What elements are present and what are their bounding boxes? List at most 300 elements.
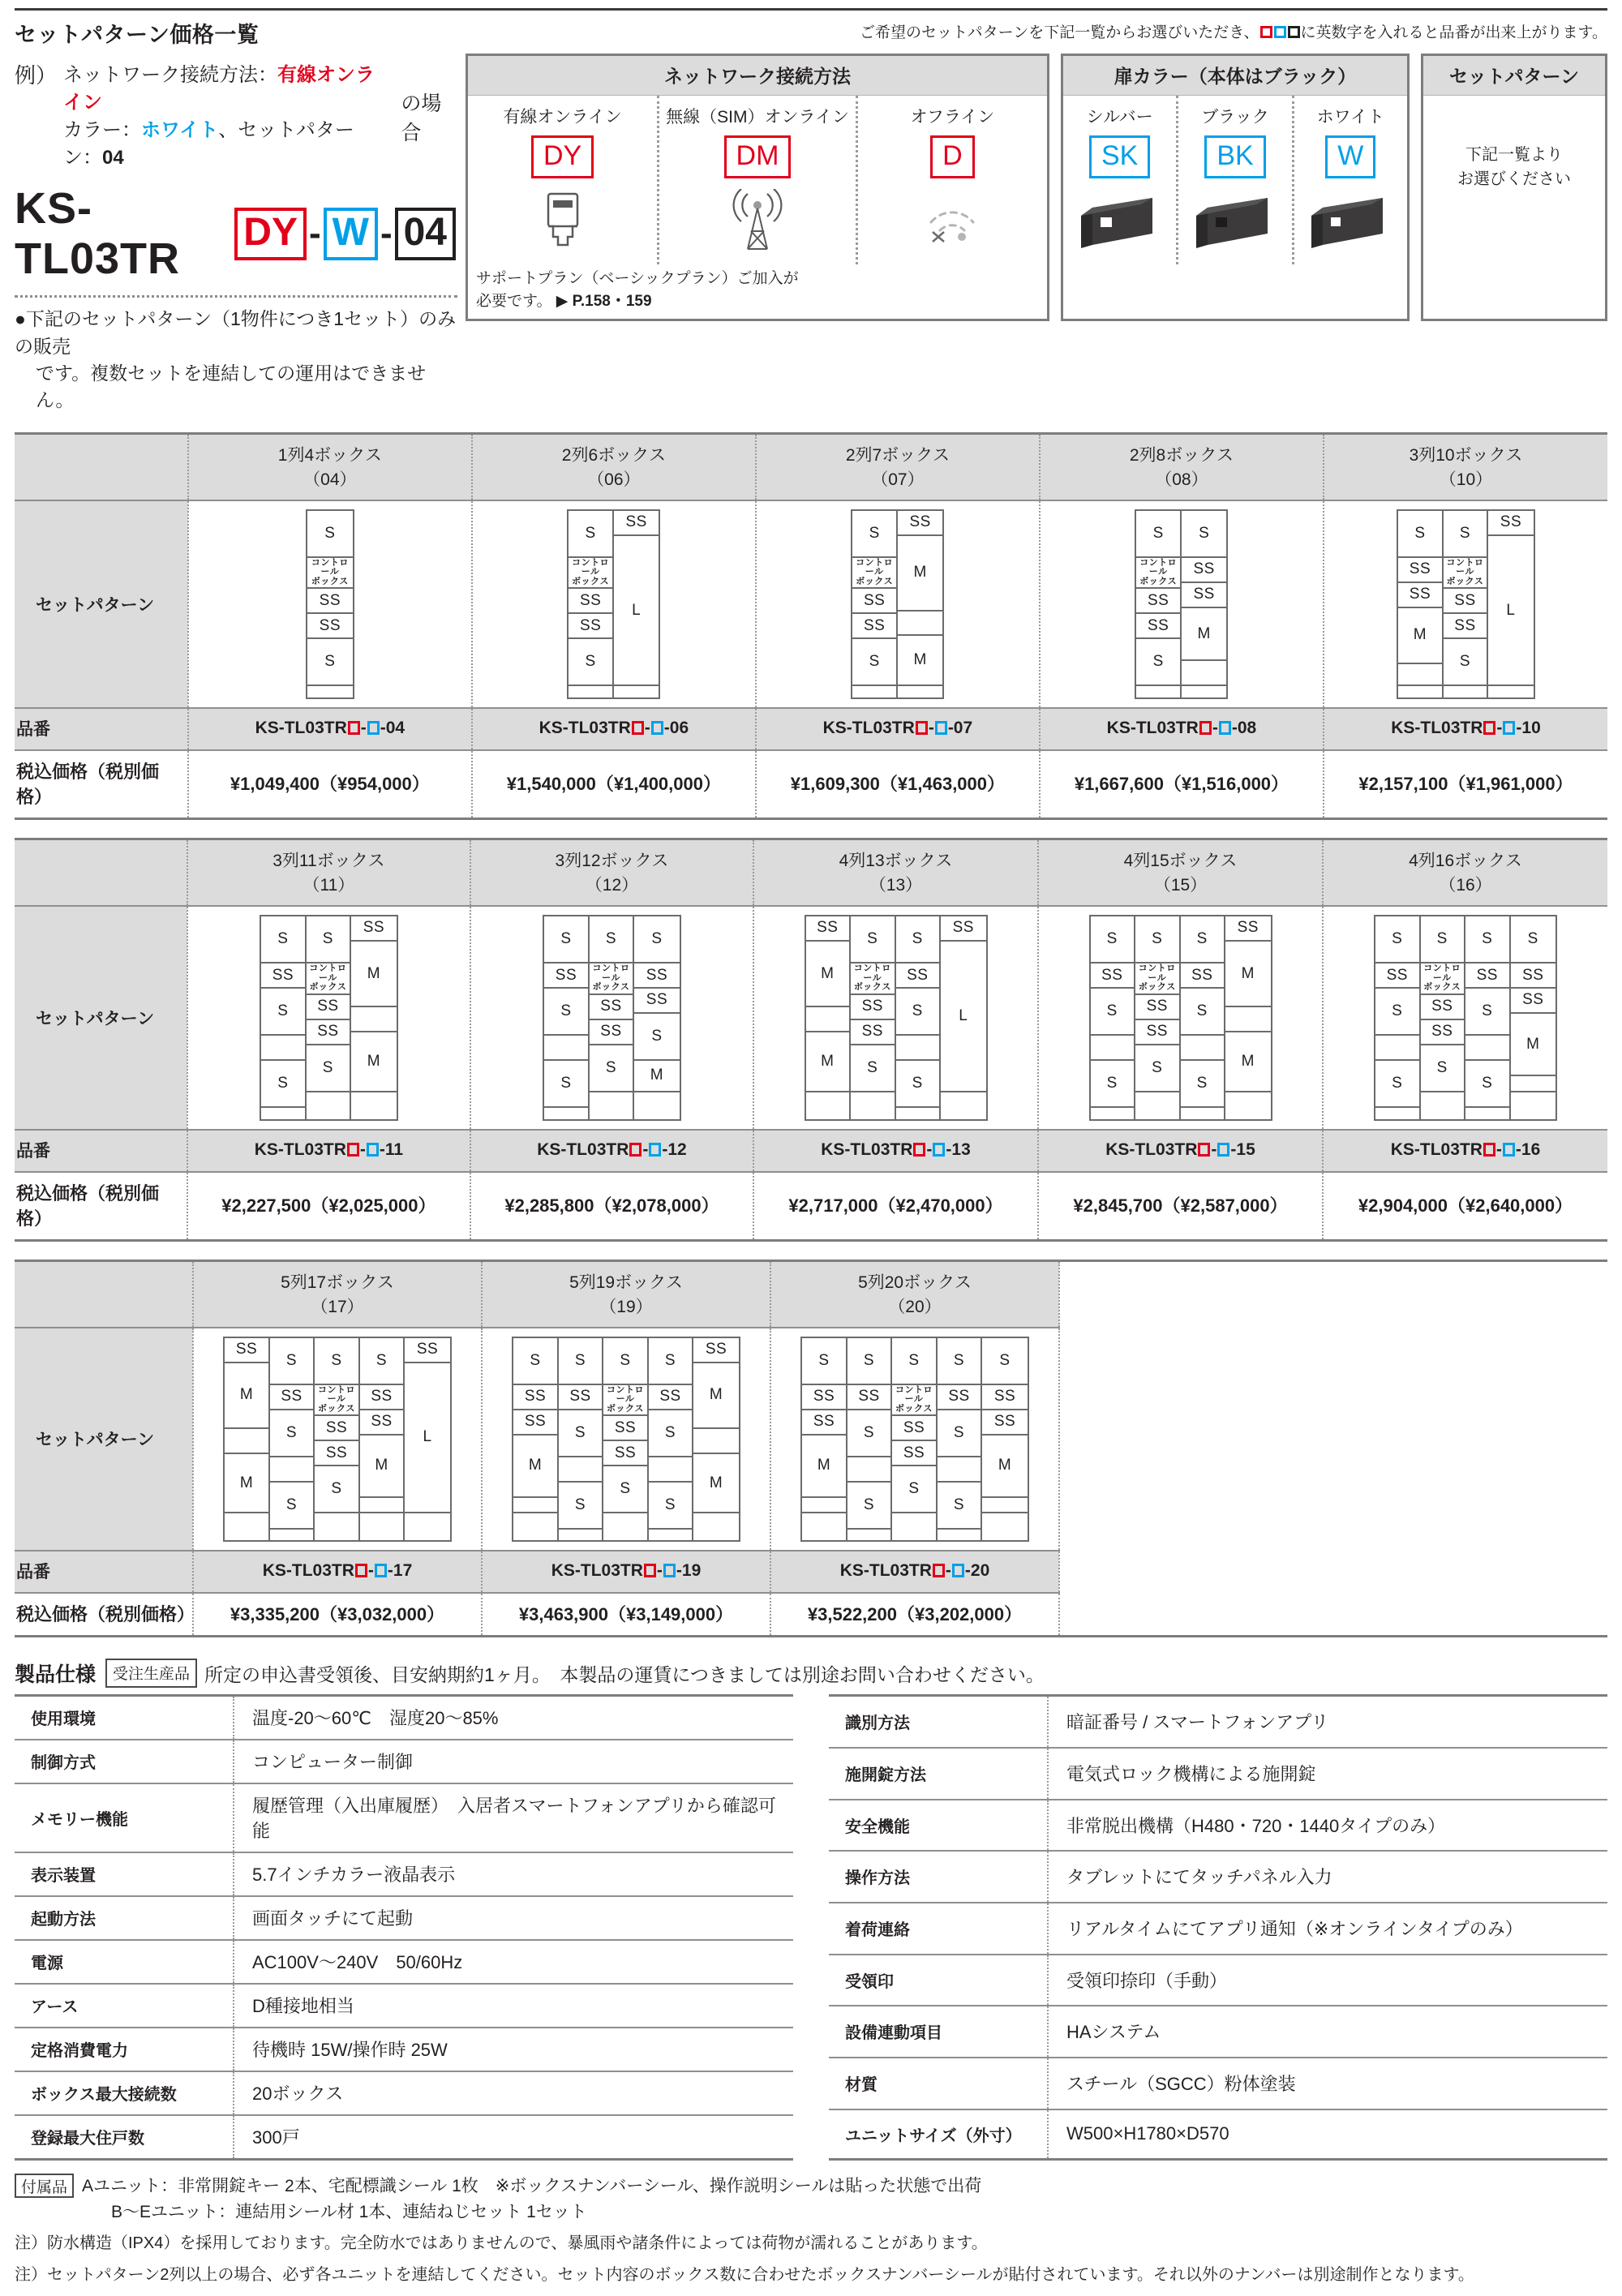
spec-value: コンピューター制御 (234, 1740, 793, 1783)
box-column (1465, 916, 1511, 1119)
box-cell-s: S (603, 1466, 647, 1513)
part-number-cell (753, 1130, 1038, 1172)
door-color-white-label: ホワイト (1316, 108, 1384, 127)
box-cell-s: S (851, 916, 895, 963)
control-box-cell: コントロール ボックス (1135, 963, 1179, 995)
base-cell (315, 1513, 358, 1525)
empty-part-number-cell (1059, 1551, 1350, 1593)
box-cell-s: S (569, 639, 612, 686)
box-cell-m: M (806, 1032, 850, 1092)
box-cell-ss: SS (1444, 614, 1487, 639)
part-number-cell (472, 708, 756, 750)
base-cell (261, 1036, 305, 1061)
box-column (1488, 511, 1534, 697)
box-cell-ss: SS (351, 916, 397, 942)
box-column (225, 1338, 270, 1541)
pattern-number: （13） (869, 875, 923, 895)
box-cell-s: S (270, 1483, 314, 1530)
part-number-cell (1323, 1130, 1607, 1172)
accessory-body (82, 2174, 981, 2225)
box-cell-s: S (1465, 989, 1509, 1036)
base-cell (982, 1513, 1028, 1525)
box-layout-diagram (800, 1337, 1029, 1543)
network-panel-body (468, 96, 1047, 264)
example-color-value: ホワイト (141, 119, 219, 142)
box-cell-m: M (225, 1363, 268, 1429)
box-column (307, 511, 353, 697)
network-panel-title: ネットワーク接続方法 (468, 56, 1047, 96)
spec-tables (15, 1694, 1607, 2161)
control-box-cell: コントロール ボックス (315, 1385, 358, 1417)
color-code-placeholder-icon (933, 1143, 945, 1157)
spec-row (15, 1783, 793, 1852)
box-column (360, 1338, 406, 1541)
box-cell-s: S (270, 1410, 314, 1457)
spec-heading: 製品仕様 (15, 1663, 97, 1687)
box-column (693, 1338, 739, 1541)
spec-key: 登録最大住戸数 (15, 2115, 234, 2160)
box-column (802, 1338, 847, 1541)
example-block (15, 62, 457, 172)
spec-row (15, 2028, 793, 2071)
pattern-number: （17） (311, 1297, 364, 1316)
color-code-placeholder-icon (1503, 721, 1515, 735)
box-cell-ss: SS (938, 1385, 981, 1410)
accessory-line2: B〜Eユニット：連結用シール材 1本、連結ねじセット 1セット (111, 2202, 587, 2221)
base-cell (1181, 1036, 1225, 1061)
spec-value: 温度-20〜60℃ 湿度20〜85% (252, 1708, 499, 1729)
pattern-diagram-cell (1323, 906, 1607, 1130)
box-column (544, 916, 590, 1119)
box-cell-ss: SS (360, 1410, 404, 1436)
network-code-placeholder-icon (1483, 1143, 1495, 1157)
network-code-placeholder-icon (1483, 721, 1495, 735)
box-column (270, 1338, 315, 1541)
box-column (1181, 916, 1226, 1119)
base-cell (513, 1498, 557, 1513)
network-option-wireless[interactable] (657, 96, 856, 264)
spec-row (829, 1800, 1607, 1852)
box-column (938, 1338, 983, 1541)
spec-key: 表示装置 (15, 1852, 234, 1896)
spec-value: 待機時 15W/操作時 25W (234, 2028, 793, 2071)
white-door-swatch (1301, 183, 1401, 258)
box-cell-ss: SS (569, 614, 612, 639)
row-label-set-pattern: セットパターン (15, 906, 187, 1130)
door-color-silver-label: シルバー (1086, 108, 1153, 127)
box-cell-s: S (852, 511, 896, 558)
base-cell (982, 1498, 1028, 1513)
base-cell (898, 612, 943, 637)
door-color-panel-body (1063, 96, 1407, 264)
base-cell (1444, 686, 1487, 697)
base-cell (351, 1007, 397, 1032)
box-cell-ss: SS (315, 1441, 358, 1466)
spec-key: 定格消費電力 (15, 2028, 234, 2071)
box-cell-s: S (1398, 511, 1442, 558)
box-cell-s: S (544, 916, 588, 963)
box-cell-m: M (225, 1454, 268, 1514)
box-column (941, 916, 986, 1119)
box-cell-ss: SS (1511, 989, 1556, 1014)
box-cell-s: S (896, 916, 940, 963)
network-option-wireless-label: 無線（SIM）オンライン (666, 108, 849, 127)
box-cell-l: L (614, 536, 659, 687)
box-cell-s: S (307, 916, 350, 963)
part-number-text: KS-TL03TR - -19 (551, 1561, 702, 1581)
box-cell-ss: SS (806, 916, 850, 942)
box-column (1511, 916, 1556, 1119)
spec-key: 制御方式 (15, 1740, 234, 1783)
base-cell (1182, 686, 1227, 697)
box-cell-ss: SS (802, 1410, 846, 1436)
pattern-diagram-cell (756, 500, 1040, 708)
box-cell-ss: SS (1135, 995, 1179, 1020)
price-cell: ¥3,463,900（¥3,149,000） (482, 1593, 770, 1637)
pattern-diagram-cell (753, 906, 1038, 1130)
network-code-placeholder-icon (933, 1564, 945, 1577)
box-layout-diagram (1089, 915, 1272, 1121)
box-cell-s: S (1136, 639, 1180, 686)
base-cell (806, 1007, 850, 1032)
box-cell-ss: SS (307, 614, 353, 639)
color-code-placeholder-icon (367, 721, 380, 735)
lead-instruction-before: ご希望のセットパターンを下記一覧からお選びいただき、 (860, 24, 1259, 41)
spec-value: D種接地相当 (234, 1984, 793, 2028)
price-cell: ¥2,157,100（¥1,961,000） (1324, 750, 1607, 819)
control-box-cell: コントロール ボックス (1444, 558, 1487, 590)
empty-price-cell (1059, 1593, 1350, 1637)
made-to-order-badge: 受注生産品 (105, 1659, 197, 1688)
pattern-diagram-cell (193, 1328, 482, 1551)
base-cell (847, 1530, 891, 1541)
pattern-number: （19） (599, 1297, 653, 1316)
footnote-1: 注）防水構造（IPX4）を採用しております。完全防水ではありませんので、暴風雨や諸条件によっては荷物が濡れることがあります。 (15, 2234, 988, 2253)
door-color-option-white[interactable] (1292, 96, 1407, 264)
box-cell-ss: SS (590, 995, 633, 1020)
door-color-option-black[interactable] (1176, 96, 1291, 264)
part-number-row (15, 1130, 1607, 1172)
spec-key: ユニットサイズ（外寸） (829, 2109, 1048, 2160)
empty-header-cell (1350, 1260, 1607, 1328)
pattern-title: 1列4ボックス (277, 445, 382, 465)
box-cell-ss: SS (1091, 963, 1135, 989)
box-cell-ss: SS (315, 1416, 358, 1441)
part-number-text: KS-TL03TR - -15 (1105, 1139, 1255, 1159)
example-network-value: 有線オンライン (63, 64, 375, 114)
control-box-cell: コントロール ボックス (569, 558, 612, 590)
color-code-placeholder-icon (935, 721, 947, 735)
color-code-placeholder-icon (1503, 1143, 1515, 1157)
pattern-diagram-row (15, 906, 1607, 1130)
box-layout-diagram (306, 509, 354, 699)
network-code-placeholder-icon (347, 1143, 359, 1157)
box-cell-s: S (1135, 1045, 1179, 1092)
box-cell-ss: SS (307, 995, 350, 1020)
pattern-diagram-cell (188, 500, 472, 708)
row-label-price: 税込価格（税別価格） (15, 1172, 187, 1241)
box-column (261, 916, 307, 1119)
box-cell-s: S (544, 1061, 588, 1108)
base-cell (1398, 664, 1442, 686)
sales-note-line1: ●下記のセットパターン（1物件につき1セット）のみの販売 (15, 308, 457, 357)
box-cell-ss: SS (559, 1385, 603, 1410)
base-cell (693, 1513, 739, 1525)
network-method-panel (466, 54, 1049, 321)
base-cell (649, 1457, 693, 1483)
network-option-wired-code: DY (531, 135, 594, 178)
box-cell-m: M (1225, 1032, 1271, 1092)
box-cell-ss: SS (693, 1338, 739, 1363)
spec-row (829, 1955, 1607, 2006)
box-cell-l: L (941, 942, 986, 1092)
spec-key: 安全機能 (829, 1800, 1048, 1852)
color-code-placeholder-icon (651, 721, 663, 735)
pattern-column-header (188, 433, 472, 500)
spec-value: スチール（SGCC）粉体塗装 (1048, 2058, 1607, 2109)
black-door-swatch (1185, 183, 1285, 258)
box-cell-m: M (1182, 608, 1227, 662)
base-cell (1225, 1092, 1271, 1104)
model-dash-2: - (380, 213, 393, 254)
price-cell: ¥1,540,000（¥1,400,000） (472, 750, 756, 819)
network-code-placeholder-icon (913, 1143, 925, 1157)
box-cell-s: S (307, 639, 353, 686)
box-layout-diagram (260, 915, 398, 1121)
lan-port-icon (474, 183, 650, 258)
pattern-title: 5列17ボックス (281, 1272, 394, 1292)
spec-key: アース (15, 1984, 234, 2028)
box-cell-ss: SS (851, 1020, 895, 1045)
spec-key: 起動方法 (15, 1896, 234, 1940)
price-cell: ¥1,609,300（¥1,463,000） (756, 750, 1040, 819)
box-cell-s: S (649, 1338, 693, 1385)
base-cell (307, 1092, 350, 1104)
box-cell-ss: SS (569, 589, 612, 614)
base-cell (1465, 1108, 1509, 1119)
base-cell (270, 1457, 314, 1483)
part-number-cell (1038, 1130, 1323, 1172)
pattern-number: （11） (303, 875, 355, 895)
pattern-column-header (472, 433, 756, 500)
pattern-title: 5列20ボックス (858, 1272, 972, 1292)
box-cell-ss: SS (307, 1020, 350, 1045)
base-cell (1398, 686, 1442, 697)
box-column (351, 916, 397, 1119)
box-column (1375, 916, 1421, 1119)
box-cell-s: S (896, 1061, 940, 1108)
part-number-cell (188, 708, 472, 750)
box-column (315, 1338, 360, 1541)
pattern-diagram-cell (1040, 500, 1324, 708)
base-cell (544, 1036, 588, 1061)
black-code-placeholder-icon (1288, 26, 1300, 38)
base-cell (898, 686, 943, 697)
box-column (307, 916, 352, 1119)
box-column (896, 916, 942, 1119)
color-code-placeholder-icon (952, 1564, 964, 1577)
box-cell-s: S (852, 639, 896, 686)
spec-key: 使用環境 (15, 1696, 234, 1740)
part-number-text: KS-TL03TR - -12 (537, 1139, 687, 1159)
network-option-offline[interactable] (856, 96, 1047, 264)
network-option-offline-label: オフライン (910, 108, 995, 127)
box-cell-s: S (569, 511, 612, 558)
box-cell-s: S (1181, 1061, 1225, 1108)
set-pattern-panel-body (1423, 96, 1605, 224)
box-column (1182, 511, 1227, 697)
base-cell (513, 1513, 557, 1525)
network-code-placeholder-icon (1198, 1143, 1210, 1157)
spec-key: 着荷連絡 (829, 1903, 1048, 1955)
box-cell-s: S (1375, 916, 1419, 963)
price-row (15, 750, 1607, 819)
control-box-cell: コントロール ボックス (603, 1385, 647, 1417)
part-number-cell (770, 1551, 1059, 1593)
base-cell (614, 686, 659, 697)
box-layout-diagram (1374, 915, 1557, 1121)
box-cell-ss: SS (982, 1385, 1028, 1410)
base-cell (559, 1457, 603, 1483)
pattern-tables (15, 432, 1607, 1638)
box-cell-ss: SS (513, 1410, 557, 1436)
base-cell (1091, 1108, 1135, 1119)
box-cell-ss: SS (847, 1385, 891, 1410)
part-number-text: KS-TL03TR - -17 (262, 1561, 413, 1581)
spec-value: 非常脱出機構（H480・720・1440タイプのみ） (1048, 1800, 1607, 1852)
spec-value: 5.7インチカラー液晶表示 (234, 1852, 793, 1896)
box-cell-s: S (559, 1410, 603, 1457)
box-cell-ss: SS (1465, 963, 1509, 989)
pattern-title: 5列19ボックス (569, 1272, 683, 1292)
empty-diagram-cell (1350, 1328, 1607, 1551)
box-column (1444, 511, 1489, 697)
network-option-wired-label: 有線オンライン (503, 108, 622, 127)
page-title: セットパターン価格一覧 (15, 23, 260, 47)
box-cell-s: S (896, 989, 940, 1036)
box-cell-s: S (851, 1045, 895, 1092)
spec-row (829, 1903, 1607, 1955)
box-cell-s: S (938, 1410, 981, 1457)
box-cell-s: S (634, 1014, 680, 1061)
base-cell (802, 1498, 846, 1513)
box-layout-diagram (223, 1337, 452, 1543)
pattern-column-header (756, 433, 1040, 500)
box-column (982, 1338, 1028, 1541)
pattern-number: （08） (1155, 470, 1208, 489)
price-cell: ¥2,285,800（¥2,078,000） (470, 1172, 753, 1241)
box-cell-s: S (603, 1338, 647, 1385)
color-code-placeholder-icon (375, 1564, 387, 1577)
option-panels (466, 54, 1607, 321)
box-cell-ss: SS (1136, 589, 1180, 614)
model-dash-1: - (308, 213, 321, 254)
pattern-title: 2列7ボックス (845, 445, 950, 465)
color-code-placeholder-icon (663, 1564, 676, 1577)
base-cell (1511, 1092, 1556, 1104)
box-cell-ss: SS (1398, 583, 1442, 608)
part-number-row (15, 708, 1607, 750)
box-cell-s: S (892, 1466, 936, 1513)
box-cell-m: M (982, 1436, 1028, 1498)
box-cell-s: S (1444, 511, 1487, 558)
box-cell-ss: SS (1182, 558, 1227, 583)
pattern-price-table (15, 838, 1607, 1242)
box-cell-s: S (261, 916, 305, 963)
spec-heading-row (15, 1659, 1607, 1688)
pattern-diagram-cell (187, 906, 470, 1130)
pattern-diagram-row (15, 500, 1607, 708)
box-cell-ss: SS (1181, 963, 1225, 989)
pattern-price-table (15, 432, 1607, 820)
base-cell (1421, 1092, 1465, 1104)
box-cell-s: S (1465, 916, 1509, 963)
example-network-label: ネットワーク接続方法： (63, 64, 278, 86)
part-number-cell (1324, 708, 1607, 750)
header-right (466, 17, 1607, 321)
box-cell-s: S (802, 1338, 846, 1385)
price-cell: ¥1,049,400（¥954,000） (188, 750, 472, 819)
base-cell (1181, 1108, 1225, 1119)
box-cell-ss: SS (851, 995, 895, 1020)
price-cell: ¥2,845,700（¥2,587,000） (1038, 1172, 1323, 1241)
base-cell (307, 686, 353, 697)
pattern-column-header (770, 1260, 1059, 1328)
door-color-option-silver[interactable] (1063, 96, 1176, 264)
spec-value: リアルタイムにてアプリ通知（※オンラインタイプのみ） (1048, 1903, 1607, 1955)
pattern-diagram-cell (770, 1328, 1059, 1551)
example-case-text: の場合 (401, 92, 442, 145)
box-cell-ss: SS (634, 989, 680, 1014)
network-code-placeholder-icon (348, 721, 360, 735)
row-label-set-pattern: セットパターン (15, 1328, 193, 1551)
base-cell (1182, 661, 1227, 686)
spec-value: タブレットにてタッチパネル入力 (1048, 1851, 1607, 1903)
box-cell-ss: SS (405, 1338, 450, 1363)
part-number-text: KS-TL03TR - -16 (1390, 1139, 1541, 1159)
part-number-text: KS-TL03TR - -13 (821, 1139, 971, 1159)
box-column (1091, 916, 1136, 1119)
sales-note (15, 306, 457, 414)
part-number-text: KS-TL03TR - -04 (255, 718, 406, 737)
red-code-placeholder-icon (1260, 26, 1272, 38)
footnote-2: 注）セットパターン2列以上の場合、必ず各ユニットを連結してください。セット内容のボックス数に合わせたボックスナンバーシールが貼付されています。それ以外のナンバーは別途制作となります。 (15, 2266, 1474, 2285)
box-cell-ss: SS (1135, 1020, 1179, 1045)
pattern-column-header (1324, 433, 1607, 500)
spec-value: 受領印捺印（手動） (1048, 1955, 1607, 2006)
box-cell-m: M (1398, 608, 1442, 665)
pattern-diagram-row (15, 1328, 1607, 1551)
base-cell (559, 1530, 603, 1541)
pattern-number: （04） (303, 470, 357, 489)
box-cell-s: S (559, 1483, 603, 1530)
support-plan-page-ref[interactable]: ▶ P.158・159 (556, 292, 652, 310)
network-option-wired[interactable] (468, 96, 657, 264)
pattern-title: 4列13ボックス (839, 851, 953, 870)
price-row (15, 1593, 1607, 1637)
door-color-black-label: ブラック (1201, 108, 1269, 127)
spec-row (829, 1851, 1607, 1903)
base-cell (649, 1530, 693, 1541)
box-cell-ss: SS (1488, 511, 1534, 536)
base-cell (1375, 1108, 1419, 1119)
base-cell (1225, 1007, 1271, 1032)
box-cell-ss: SS (1421, 995, 1465, 1020)
control-box-cell: コントロール ボックス (851, 963, 895, 995)
spec-row (829, 2058, 1607, 2109)
box-column (892, 1338, 938, 1541)
price-cell: ¥1,667,600（¥1,516,000） (1040, 750, 1324, 819)
